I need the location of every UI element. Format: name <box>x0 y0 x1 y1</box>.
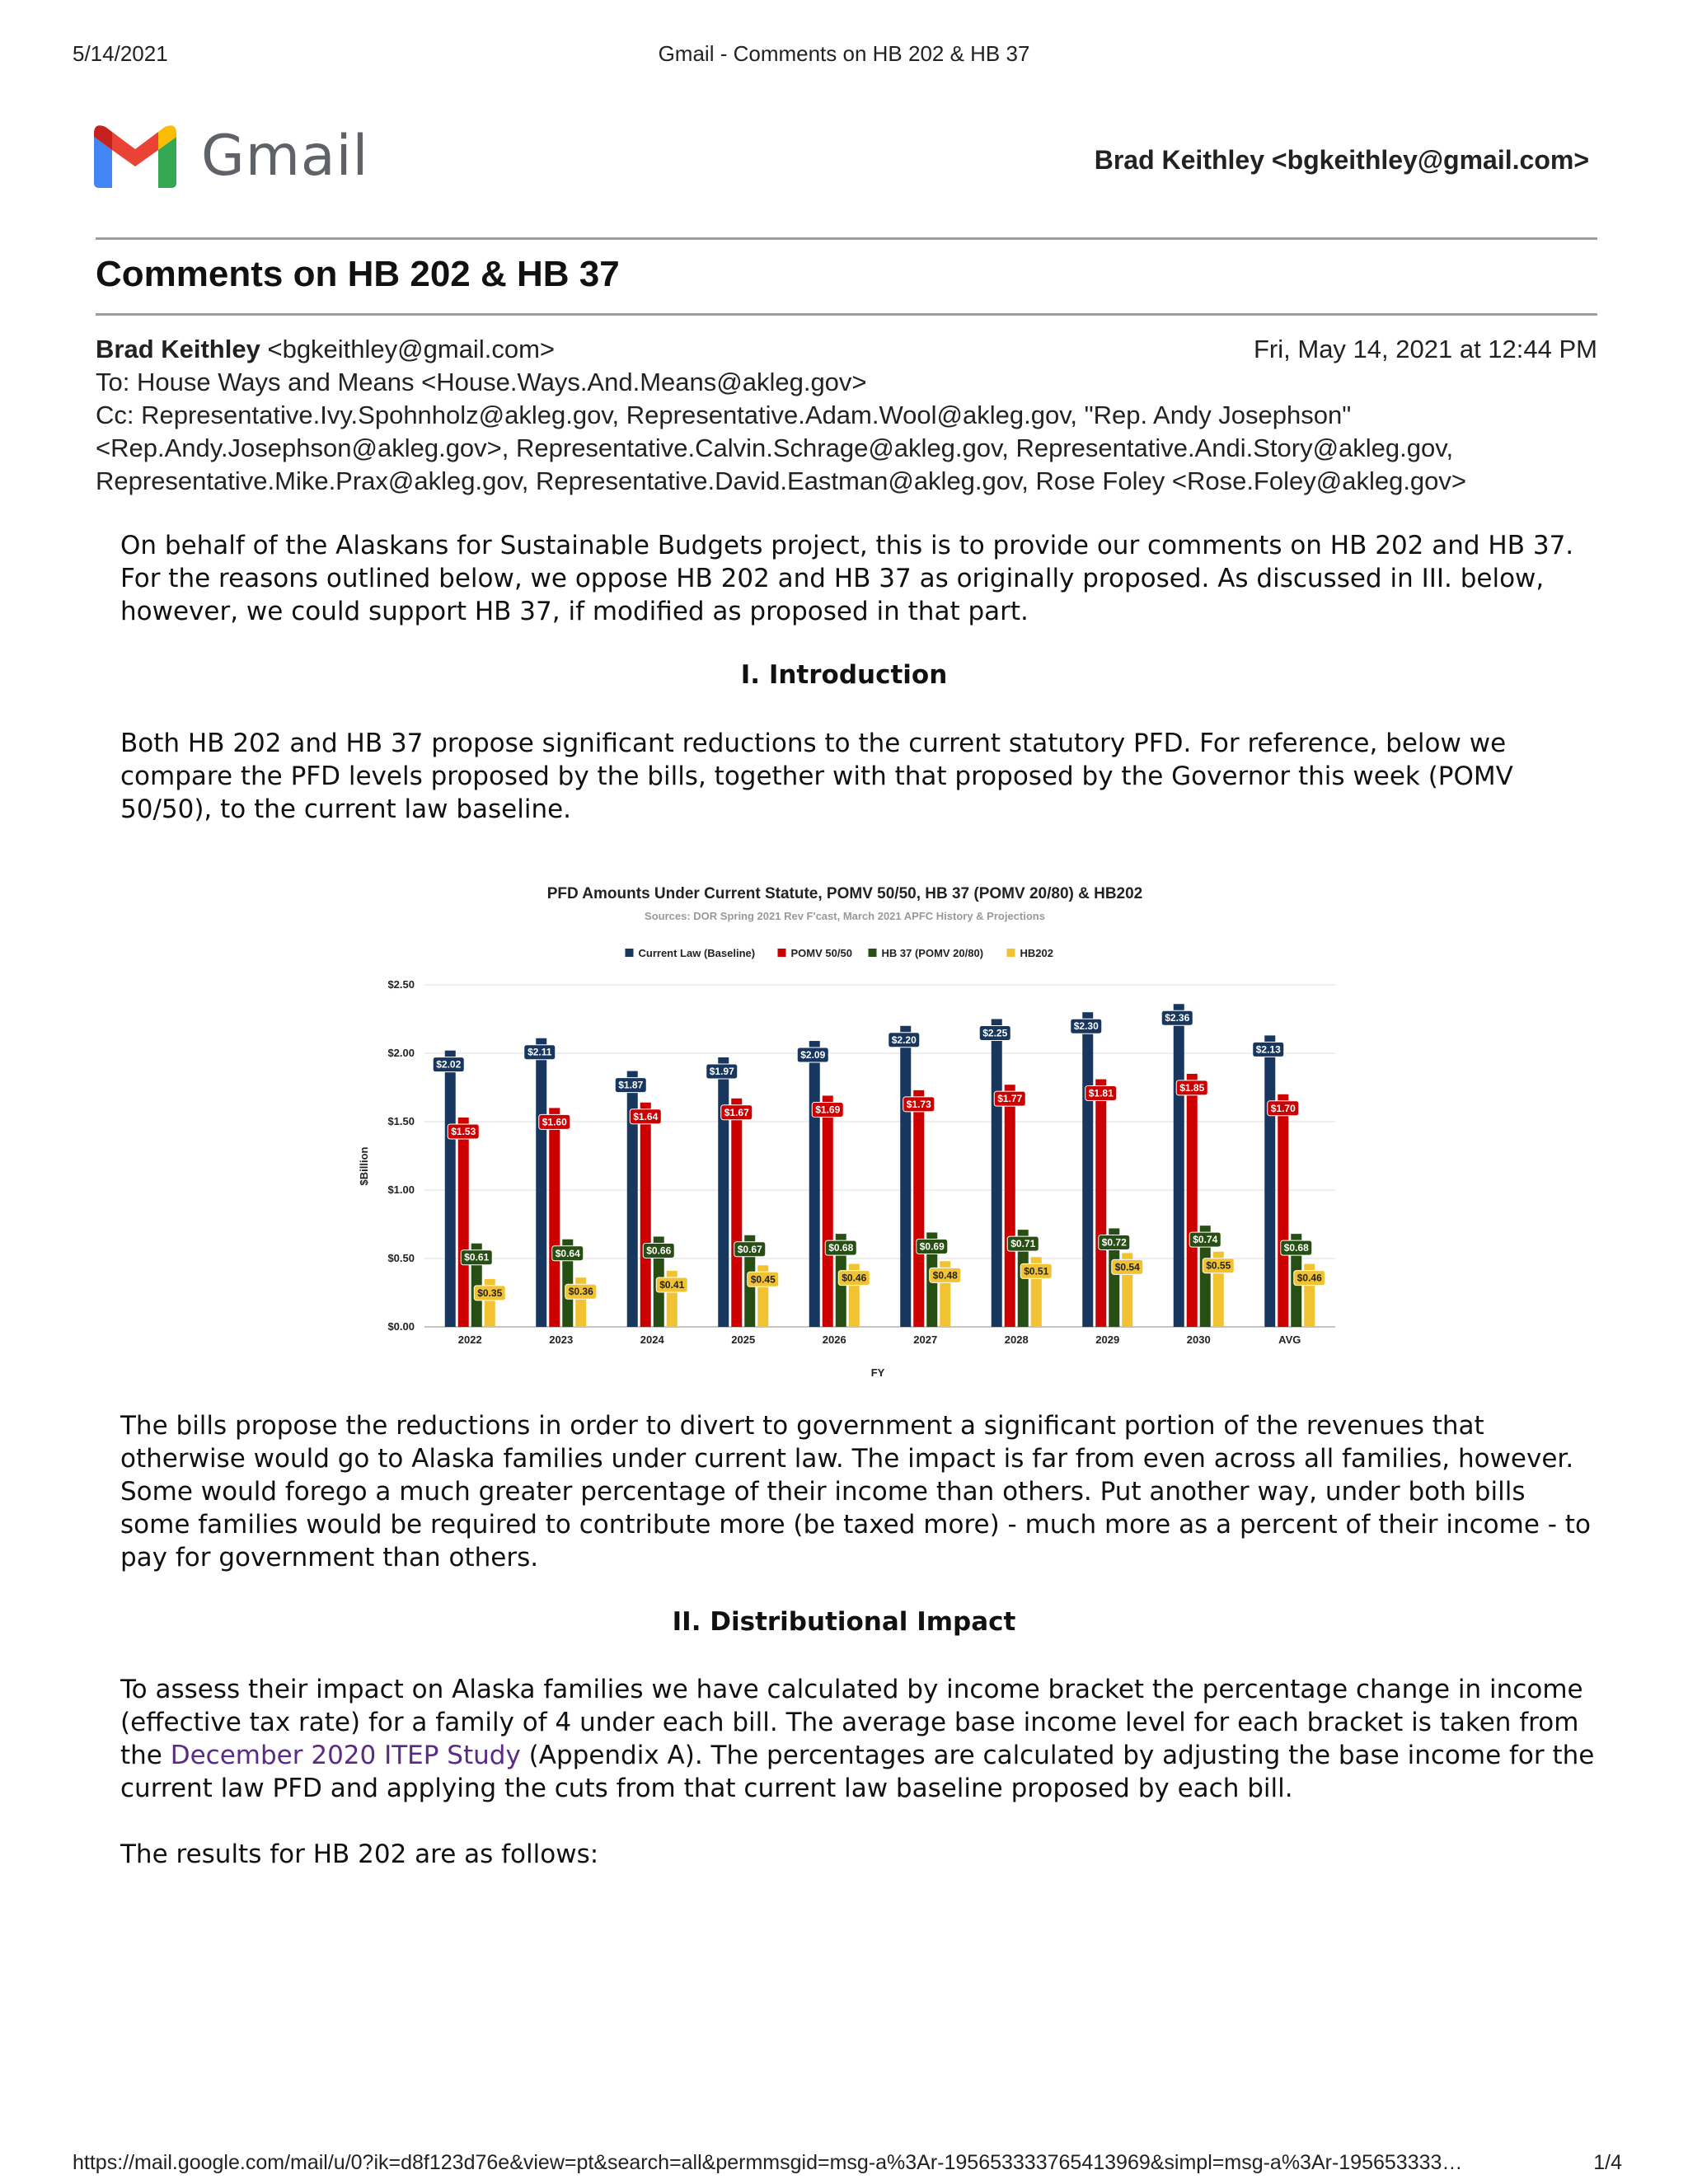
x-tick-2022: 2022 <box>457 1333 482 1346</box>
bar-0-2029 <box>1082 1012 1093 1327</box>
data-label-0-2029: $2.30 <box>1073 1020 1099 1033</box>
chart-subtitle: Sources: DOR Spring 2021 Rev F'cast, March 2021 APFC History & Projections <box>645 910 1045 922</box>
gmail-wordmark: Gmail <box>201 124 369 189</box>
bar-0-2026 <box>809 1041 820 1327</box>
data-label-0-2024: $1.87 <box>618 1079 644 1091</box>
x-tick-AVG: AVG <box>1278 1333 1301 1346</box>
data-label-3-2029: $0.54 <box>1114 1261 1140 1273</box>
email-subject: Comments on HB 202 & HB 37 <box>96 254 620 294</box>
y-tick-0: $0.00 <box>387 1320 415 1333</box>
account-label: Brad Keithley <bgkeithley@gmail.com> <box>1094 145 1589 175</box>
sent-date: Fri, May 14, 2021 at 12:44 PM <box>1254 335 1597 363</box>
legend-swatch-0 <box>626 949 634 957</box>
data-label-2-2022: $0.61 <box>464 1251 490 1263</box>
y-tick-2: $1.00 <box>387 1183 415 1196</box>
data-label-0-2030: $2.36 <box>1165 1012 1190 1024</box>
bar-0-2025 <box>718 1057 729 1327</box>
chart-gridlines <box>424 985 1335 1327</box>
legend-label-0: Current Law (Baseline) <box>638 947 756 959</box>
message-header <box>96 333 1597 498</box>
legend-swatch-3 <box>1007 949 1015 957</box>
bar-1-2026 <box>823 1095 833 1327</box>
pfd-bar-chart <box>346 874 1343 1385</box>
data-label-2-AVG: $0.68 <box>1283 1242 1309 1254</box>
from-row <box>96 333 1597 366</box>
data-label-0-2023: $2.11 <box>528 1046 552 1058</box>
paragraph-3-pre: To assess their impact on Alaska families we have calculated by income bracket the percentage change in income (effective tax rate) for a family of 4 under each bill. The average base income level for each bracket is taken from the <box>120 1675 1583 1770</box>
data-label-3-2026: $0.46 <box>842 1272 867 1284</box>
cc-row-1: Cc: Representative.Ivy.Spohnholz@akleg.gov, Representative.Adam.Wool@akleg.gov, "Rep. Andy Josephson" <box>96 401 1352 429</box>
data-label-0-AVG: $2.13 <box>1255 1043 1281 1056</box>
x-tick-2024: 2024 <box>640 1333 664 1346</box>
bar-0-2023 <box>536 1038 546 1327</box>
data-label-3-2022: $0.35 <box>477 1286 503 1299</box>
data-label-2-2027: $0.69 <box>919 1240 945 1253</box>
x-tick-2029: 2029 <box>1095 1333 1120 1346</box>
data-label-2-2030: $0.74 <box>1193 1234 1218 1246</box>
data-label-2-2025: $0.67 <box>737 1243 762 1255</box>
x-tick-2025: 2025 <box>731 1333 756 1346</box>
cc-row-3: Representative.Mike.Prax@akleg.gov, Representative.David.Eastman@akleg.gov, Rose Foley <Rose.Foley@akleg.gov> <box>96 466 1467 495</box>
sender-name: Brad Keithley <box>96 335 260 363</box>
bar-1-2030 <box>1187 1074 1198 1327</box>
bar-1-2028 <box>1005 1085 1015 1327</box>
bar-0-2027 <box>900 1026 911 1327</box>
data-label-1-2029: $1.81 <box>1088 1087 1114 1099</box>
legend-label-1: POMV 50/50 <box>790 947 852 959</box>
chart-legend <box>626 947 1053 959</box>
gmail-logo <box>94 124 369 190</box>
intro-text: On behalf of the Alaskans for Sustainable Budgets project, this is to provide our comments on HB 202 and HB 37. For the reasons outlined below, we oppose HB 202 and HB 37 as originally proposed. As discussed in III. below, however, we could support HB 37, if modified as proposed in that part. <box>120 531 1574 626</box>
paragraph-3 <box>120 1673 1596 1805</box>
data-label-3-2028: $0.51 <box>1024 1265 1049 1277</box>
legend-label-3: HB202 <box>1020 947 1053 959</box>
x-tick-2027: 2027 <box>913 1333 938 1346</box>
y-tick-5: $2.50 <box>387 978 415 991</box>
x-axis-ticks <box>458 1333 1301 1346</box>
x-tick-2026: 2026 <box>822 1333 846 1346</box>
data-label-2-2026: $0.68 <box>828 1242 854 1254</box>
paragraph-1 <box>120 727 1596 826</box>
cc-row-2: <Rep.Andy.Josephson@akleg.gov>, Representative.Calvin.Schrage@akleg.gov, Representative.Andi.Story@akleg.gov, <box>96 434 1454 462</box>
data-label-0-2027: $2.20 <box>891 1033 917 1046</box>
data-label-1-AVG: $1.70 <box>1270 1102 1296 1114</box>
heading-introduction: I. Introduction <box>740 660 948 690</box>
print-title: Gmail - Comments on HB 202 & HB 37 <box>658 41 1030 66</box>
legend-label-2: HB 37 (POMV 20/80) <box>881 947 984 959</box>
data-label-2-2028: $0.71 <box>1010 1238 1036 1250</box>
paragraph-3-post: (Appendix A). The percentages are calculated by adjusting the base income for the current law PFD and applying the cuts from that current law baseline proposed by each bill. <box>120 1741 1595 1803</box>
data-label-2-2024: $0.66 <box>646 1244 672 1257</box>
to-row: To: House Ways and Means <House.Ways.And.Means@akleg.gov> <box>96 368 867 396</box>
bar-0-AVG <box>1264 1035 1275 1327</box>
paragraph-4 <box>120 1838 1596 1871</box>
bar-1-AVG <box>1278 1094 1288 1327</box>
bar-0-2028 <box>992 1019 1002 1328</box>
bar-1-2022 <box>458 1118 469 1327</box>
data-label-1-2023: $1.60 <box>542 1116 567 1128</box>
bar-0-2030 <box>1174 1004 1184 1327</box>
print-date: 5/14/2021 <box>73 41 168 66</box>
bar-1-2029 <box>1095 1080 1106 1327</box>
y-tick-1: $0.50 <box>387 1252 415 1264</box>
data-label-3-2027: $0.48 <box>932 1269 958 1282</box>
data-label-1-2025: $1.67 <box>724 1106 749 1118</box>
paragraph-4-text: The results for HB 202 are as follows: <box>120 1840 599 1869</box>
paragraph-3-text <box>120 1673 1596 1805</box>
divider-subject <box>96 313 1597 316</box>
bar-0-2022 <box>445 1051 456 1327</box>
chart-bars <box>445 1004 1315 1327</box>
data-label-0-2025: $1.97 <box>709 1065 734 1077</box>
legend-swatch-2 <box>869 949 877 957</box>
y-tick-4: $2.00 <box>387 1047 415 1059</box>
y-axis-ticks <box>387 978 415 1333</box>
data-label-3-2023: $0.36 <box>568 1286 593 1298</box>
itep-study-link[interactable]: December 2020 ITEP Study <box>170 1741 521 1770</box>
gmail-m-icon <box>94 125 176 188</box>
divider-top <box>96 237 1597 240</box>
data-label-1-2022: $1.53 <box>451 1126 476 1138</box>
data-label-3-2025: $0.45 <box>750 1273 776 1286</box>
data-label-1-2028: $1.77 <box>997 1093 1023 1105</box>
x-axis-label: FY <box>870 1366 885 1379</box>
data-label-3-2030: $0.55 <box>1206 1259 1231 1272</box>
paragraph-2-text: The bills propose the reductions in order to divert to government a significant portion of the revenues that otherwise would go to Alaska families under current law. The impact is far from even across all families, however. Some would forego a much greater percentage of their income than others. Put another way, under both bills some families would be required to contribute more (be taxed more) - much more as a percent of their income - to pay for government than others. <box>120 1411 1591 1572</box>
footer-url: https://mail.google.com/mail/u/0?ik=d8f123d76e&view=pt&search=all&permmsgid=msg-a%3Ar-195653333765413969&simpl=msg-a%3Ar-195653333… <box>73 2151 1463 2174</box>
bar-1-2024 <box>640 1103 651 1327</box>
x-tick-2028: 2028 <box>1004 1333 1029 1346</box>
heading-distributional-impact: II. Distributional Impact <box>672 1607 1016 1637</box>
sender-email: <bgkeithley@gmail.com> <box>267 335 555 363</box>
data-label-0-2028: $2.25 <box>982 1027 1008 1039</box>
intro-paragraph <box>120 529 1596 628</box>
bar-1-2023 <box>549 1108 560 1327</box>
footer-page-number: 1/4 <box>1593 2151 1622 2174</box>
data-label-1-2027: $1.73 <box>906 1098 931 1110</box>
x-tick-2030: 2030 <box>1186 1333 1211 1346</box>
data-label-0-2022: $2.02 <box>436 1058 462 1071</box>
data-label-0-2026: $2.09 <box>800 1049 826 1062</box>
data-label-2-2023: $0.64 <box>555 1247 580 1259</box>
y-axis-label: $Billion <box>358 1146 370 1186</box>
bar-1-2025 <box>731 1099 742 1327</box>
data-label-3-AVG: $0.46 <box>1296 1272 1322 1284</box>
legend-swatch-1 <box>778 949 786 957</box>
data-label-2-2029: $0.72 <box>1101 1236 1127 1249</box>
data-label-3-2024: $0.41 <box>659 1278 685 1291</box>
paragraph-2 <box>120 1409 1596 1574</box>
x-tick-2023: 2023 <box>549 1333 574 1346</box>
bar-1-2027 <box>913 1090 924 1327</box>
data-label-1-2024: $1.64 <box>633 1110 659 1122</box>
data-label-1-2030: $1.85 <box>1179 1081 1205 1094</box>
data-label-1-2026: $1.69 <box>815 1104 841 1116</box>
chart-title: PFD Amounts Under Current Statute, POMV 50/50, HB 37 (POMV 20/80) & HB202 <box>546 885 1143 902</box>
paragraph-1-text: Both HB 202 and HB 37 propose significant reductions to the current statutory PFD. For reference, below we compare the PFD levels proposed by the bills, together with that proposed by the Governor this week (POMV 50/50), to the current law baseline. <box>120 729 1513 824</box>
y-tick-3: $1.50 <box>387 1115 415 1127</box>
